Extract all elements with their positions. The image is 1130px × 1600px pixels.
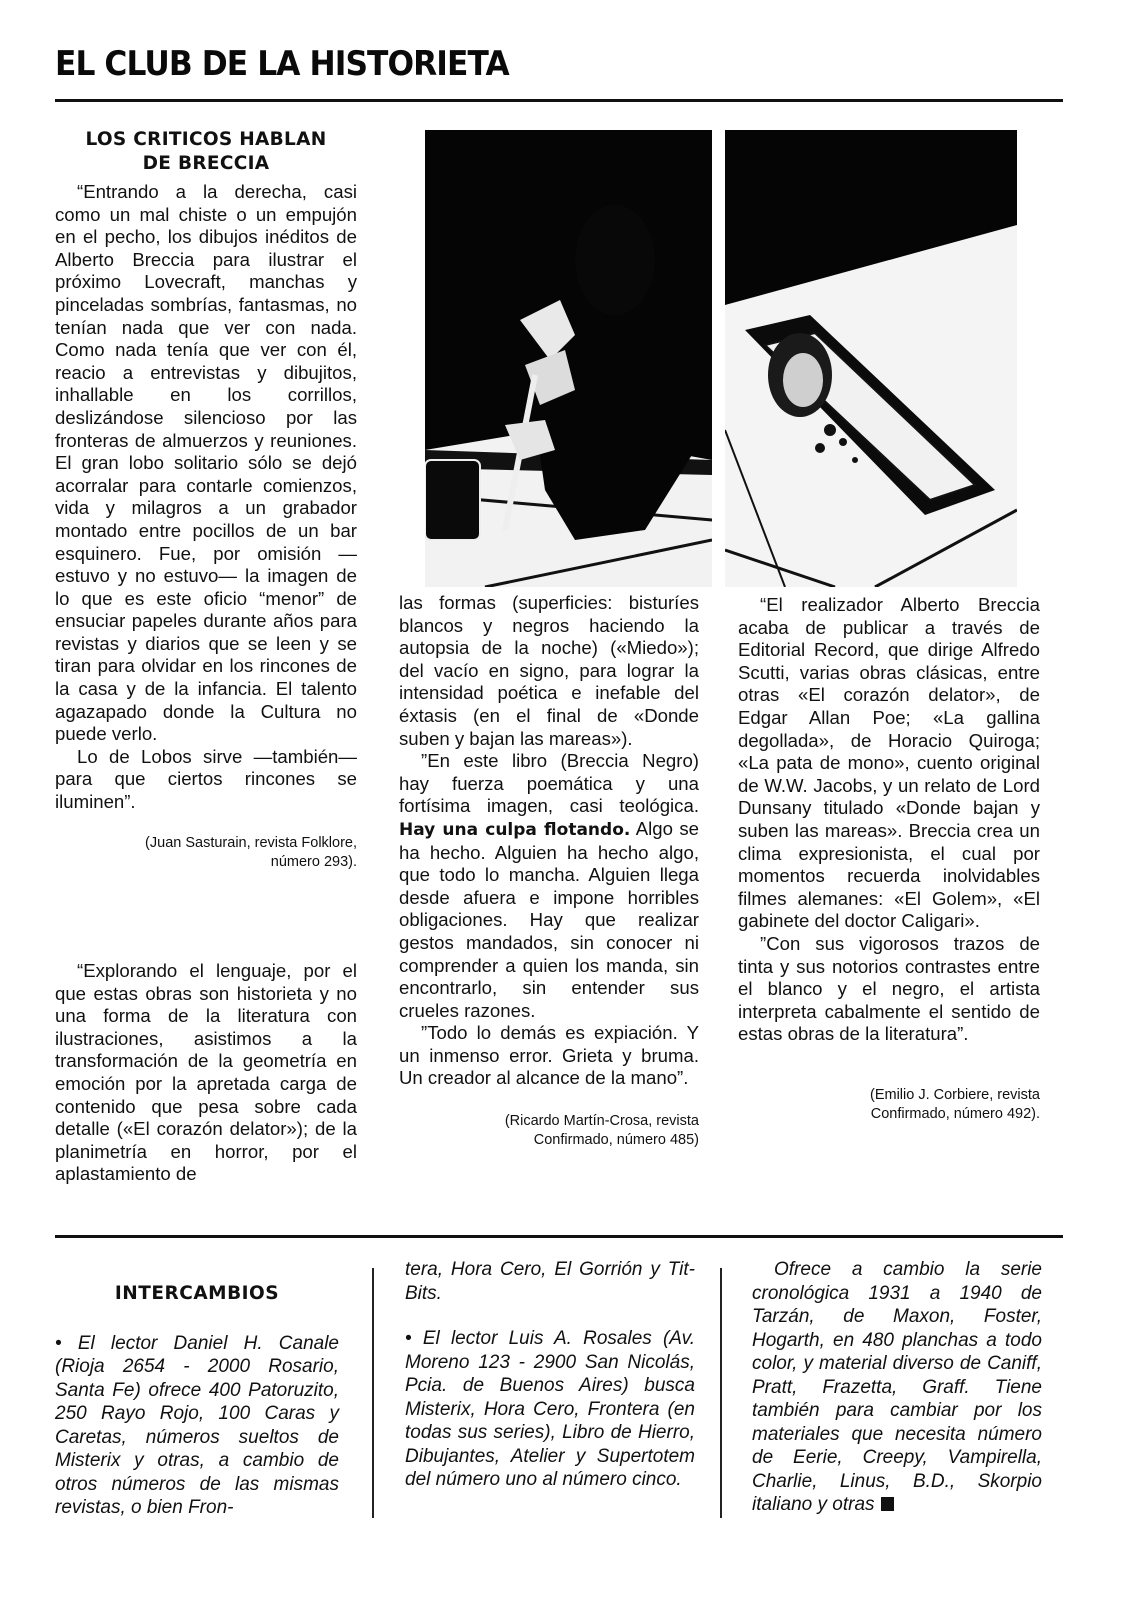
column-martin-crosa-start <box>55 960 357 1186</box>
corbiere-cite-1: (Emilio J. Corbiere, revista <box>869 1086 1040 1103</box>
coffin-illustration <box>725 130 1017 587</box>
intercambios-heading: INTERCAMBIOS <box>114 1283 280 1304</box>
column-separator-1 <box>372 1268 374 1518</box>
rosales-listing: • El lector Luis A. Rosales (Av. Moreno 123 - 2900 San Nicolás, Pcia. de Buenos Aires) busca Misterix, Hora Cero, Frontera (en todas sus series), Libro de Hierro, Dibujantes, Atelier y Supertotem del número uno al número cinco. <box>405 1328 695 1490</box>
top-rule <box>55 99 1063 102</box>
martin-crosa-paragraph-1: “Explorando el lenguaje, por el que estas obras son historieta y no una forma de la literatura con ilustraciones, asistimos a la transformación de la geometría en emoción por la apretada carga de contenido que pesa sobre cada detalle («El corazón delator»); de la planimetría en horror, por el aplastamiento de <box>55 960 357 1185</box>
illustration-panel-coffin <box>725 130 1017 587</box>
offer-listing <box>752 1258 1042 1517</box>
column-corbiere <box>738 594 1040 1124</box>
column-sasturain <box>55 128 357 872</box>
corbiere-paragraph-1: “El realizador Alberto Breccia acaba de publicar a través de Editorial Record, que dirige Alfredo Scutti, varias obras clásicas, entre otras «El corazón delator», de Edgar Allan Poe; «La gallina degollada», de Horacio Quiroga; «La pata de mono», cuento original de W.W. Jacobs, y un relato de Lord Dunsany titulado «Donde bajan y suben las mareas». Breccia crea un clima expresionista, el cual por momentos recuerda inolvidables filmes alemanes: «El Golem», «El gabinete del doctor Caligari». <box>738 594 1040 932</box>
canale-listing: • El lector Daniel H. Canale (Rioja 2654 - 2000 Rosario, Santa Fe) ofrece 400 Patoruzito, 250 Rayo Rojo, 100 Caras y Caretas, números sueltos de Misterix y otras, a cambio de otros números de las mismas revistas, o bien Fron- <box>55 1332 339 1518</box>
offer-text: Ofrece a cambio la serie cronológica 1931 a 1940 de Tarzán, de Maxon, Foster, Hogarth, en 480 planchas a todo color, y material diverso de Caniff, Pratt, Frazetta, Graff. Tiene también para cambiar por los materiales que necesita número de Eerie, Creepy, Vampirella, Charlie, Linus, B.D., Skorpio italiano y otras <box>752 1259 1042 1515</box>
martin-crosa-cite-1: (Ricardo Martín-Crosa, revista <box>504 1113 699 1130</box>
martin-crosa-p3-after: Algo se ha hecho. Alguien ha hecho algo, que todo lo mancha. Alguien llega desde afuera e impone horribles obligaciones. Hay que realizar gestos mandados, sin conocer ni comprender a quien los manda, sin encontrarlo, sin entender sus crueles razones. <box>399 817 699 1021</box>
martin-crosa-paragraph-4: ”Todo lo demás es expiación. Y un inmenso error. Grieta y bruma. Un creador al alcance de la mano”. <box>399 1022 699 1089</box>
martin-crosa-paragraph-3 <box>399 750 699 1022</box>
intercambios-column-3 <box>752 1258 1042 1517</box>
martin-crosa-p3-bold: Hay una culpa flotando. <box>399 819 631 840</box>
martin-crosa-paragraph-2: las formas (superficies: bisturíes blancos y negros haciendo la autopsia de la noche) («Miedo»); del vacío en signo, para lograr la intensidad poética e inefable del éxtasis (en el final de «Donde suben y bajan las mareas»). <box>399 592 699 749</box>
sasturain-citation: (Juan Sasturain, revista Folklore, número 293). <box>145 834 357 870</box>
middle-rule <box>55 1235 1063 1238</box>
critics-heading: LOS CRITICOS HABLAN DE BRECCIA <box>85 129 327 174</box>
martin-crosa-cite-2: Confirmado, número 485) <box>533 1132 699 1149</box>
figure-illustration <box>425 130 712 587</box>
column-martin-crosa-cont <box>399 592 699 1150</box>
sasturain-paragraph-1: “Entrando a la derecha, casi como un mal chiste o un empujón en el pecho, los dibujos inéditos de Alberto Breccia para ilustrar el próximo Lovecraft, manchas y pinceladas sombrías, fantasmas, no tenían nada que ver con nada. Como nada tenía que ver con él, reacio a entrevistas y dibujitos, inhallable en los corrillos, deslizándose silencioso por las fronteras de almuerzos y reuniones. El gran lobo solitario sólo se dejó acorralar para contarle comienzos, vida y milagros a un grabador montado entre pocillos de un bar esquinero. Fue, por omisión —estuvo y no estuvo— la imagen de lo que es este oficio “menor” de ensuciar papeles durante años para revistas y diarios que se leen y se tiran para olvidar en los rincones de la casa y de la infancia. El talento agazapado donde la Cultura no puede verlo. <box>55 181 357 745</box>
martin-crosa-p3-before: ”En este libro (Breccia Negro) hay fuerza poemática y una fortísima imagen, casi teológica. <box>399 750 699 817</box>
sasturain-paragraph-2: Lo de Lobos sirve —también— para que ciertos rincones se iluminen”. <box>55 745 357 813</box>
masthead-title: EL CLUB DE LA HISTORIETA <box>55 44 509 84</box>
corbiere-cite-2: Confirmado, número 492). <box>870 1105 1040 1122</box>
column-separator-2 <box>720 1268 722 1518</box>
corbiere-paragraph-2: ”Con sus vigorosos trazos de tinta y sus notorios contrastes entre el blanco y el negro, el artista interpreta cabalmente el sentido de estas obras de la literatura”. <box>738 932 1040 1045</box>
intercambios-column-1 <box>55 1282 339 1520</box>
intercambios-column-2 <box>405 1258 695 1492</box>
illustration-panel-figure <box>425 130 712 587</box>
corbiere-citation <box>738 1086 1040 1124</box>
martin-crosa-citation <box>399 1112 699 1150</box>
end-mark-icon <box>881 1497 894 1511</box>
canale-listing-cont: tera, Hora Cero, El Gorrión y Tit-Bits. <box>405 1259 695 1304</box>
